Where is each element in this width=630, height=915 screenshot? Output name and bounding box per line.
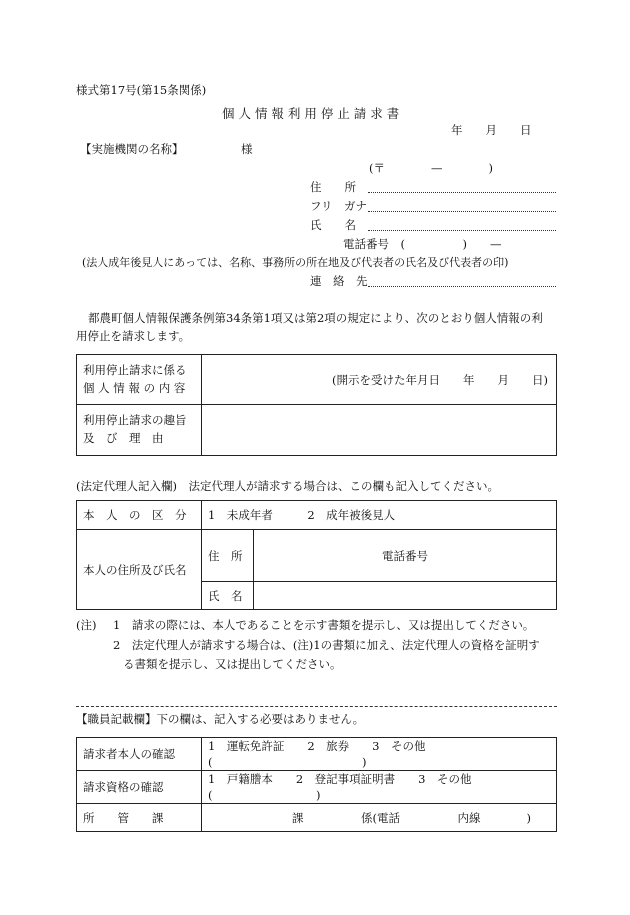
staff-table: [76, 737, 557, 832]
furigana-line[interactable]: [368, 211, 556, 212]
category-label: 本 人 の 区 分: [83, 508, 187, 522]
form-title: 個 人 情 報 利 用 停 止 請 求 書: [222, 106, 400, 121]
identity-check-label-cell: [77, 738, 202, 771]
proxy-address-label-cell: [202, 530, 254, 582]
proxy-name-label: 氏 名: [208, 588, 243, 603]
reason-label-cell: [77, 405, 202, 456]
identity-check-label: 請求者本人の確認: [83, 747, 175, 761]
reason-value-cell[interactable]: [202, 405, 557, 456]
reason-label-line1: 利用停止請求の趣旨: [83, 413, 187, 428]
note-2-line-1: 2 法定代理人が請求する場合は、(注)1の書類に加え、法定代理人の資格を証明す: [113, 638, 540, 652]
department-label: 所 管 課: [83, 810, 164, 825]
person-label: 本人の住所及び氏名: [83, 562, 187, 577]
category-label-cell: [77, 501, 202, 530]
reason-label-line2: 及 び 理 由: [83, 431, 164, 445]
proxy-address-label: 住 所: [208, 548, 243, 563]
eligibility-check-cell[interactable]: [202, 771, 557, 804]
cut-line: [76, 706, 557, 707]
department-cell[interactable]: [202, 804, 557, 832]
eligibility-check-label-cell: [77, 771, 202, 804]
contact-label: 連 絡 先: [310, 274, 368, 288]
furigana-label: フリ ガナ: [310, 199, 368, 213]
category-options: 1 未成年者 2 成年被後見人: [208, 508, 396, 522]
eligibility-check-label: 請求資格の確認: [83, 780, 164, 794]
note-2-line-2: る書類を提示し、又は提出してください。: [123, 657, 342, 671]
note-1: 1 請求の際には、本人であることを示す書類を提示し、又は提出してください。: [113, 618, 535, 632]
proxy-name-cell[interactable]: [254, 582, 557, 610]
content-label-line1: 利用停止請求に係る: [83, 362, 187, 377]
staff-heading: 【職員記載欄】下の欄は、記入する必要はありません。: [76, 712, 365, 726]
intro-line-2: 用停止を請求します。: [76, 329, 191, 343]
proxy-heading: (法定代理人記入欄) 法定代理人が請求する場合は、この欄も記入してください。: [76, 479, 499, 493]
disclosure-date: (開示を受けた年月日 年 月 日): [332, 372, 548, 387]
proxy-address-cell[interactable]: [254, 530, 557, 582]
department-value: 課 係(電話 内線 ): [292, 810, 531, 825]
identity-check-options: 1 運転免許証 2 旅券 3 その他( ): [208, 739, 426, 769]
proxy-name-label-cell: [202, 582, 254, 610]
address-label: 住 所: [310, 180, 356, 194]
category-options-cell[interactable]: [202, 501, 557, 530]
agency-honorific: 様: [241, 142, 253, 156]
address-line[interactable]: [368, 192, 556, 193]
content-label-cell: [77, 355, 202, 405]
request-table: [76, 354, 557, 456]
name-line[interactable]: [368, 230, 556, 231]
form-number: 様式第17号(第15条関係): [76, 83, 207, 97]
content-label-line2: 個 人 情 報 の 内 容: [83, 380, 186, 395]
proxy-phone-label: 電話番号: [382, 548, 428, 563]
postal-code: (〒 — ): [369, 161, 493, 175]
date-line: 年 月 日: [451, 123, 532, 137]
person-label-cell: [77, 530, 202, 610]
corp-note: (法人成年後見人にあっては、名称、事務所の所在地及び代表者の氏名及び代表者の印): [82, 256, 509, 269]
department-label-cell: [77, 804, 202, 832]
name-label: 氏 名: [310, 218, 356, 232]
eligibility-check-options: 1 戸籍謄本 2 登記事項証明書 3 その他( ): [208, 772, 472, 802]
identity-check-cell[interactable]: [202, 738, 557, 771]
contact-line[interactable]: [368, 286, 556, 287]
notes-mark: (注): [76, 618, 97, 632]
intro-line-1: 都農町個人情報保護条例第34条第1項又は第2項の規定により、次のとおり個人情報の利: [88, 311, 543, 325]
proxy-table: [76, 500, 557, 610]
content-value-cell[interactable]: [202, 355, 557, 405]
phone-label: 電話番号 ( ) —: [343, 237, 502, 251]
agency-label: 【実施機関の名称】: [80, 142, 184, 156]
